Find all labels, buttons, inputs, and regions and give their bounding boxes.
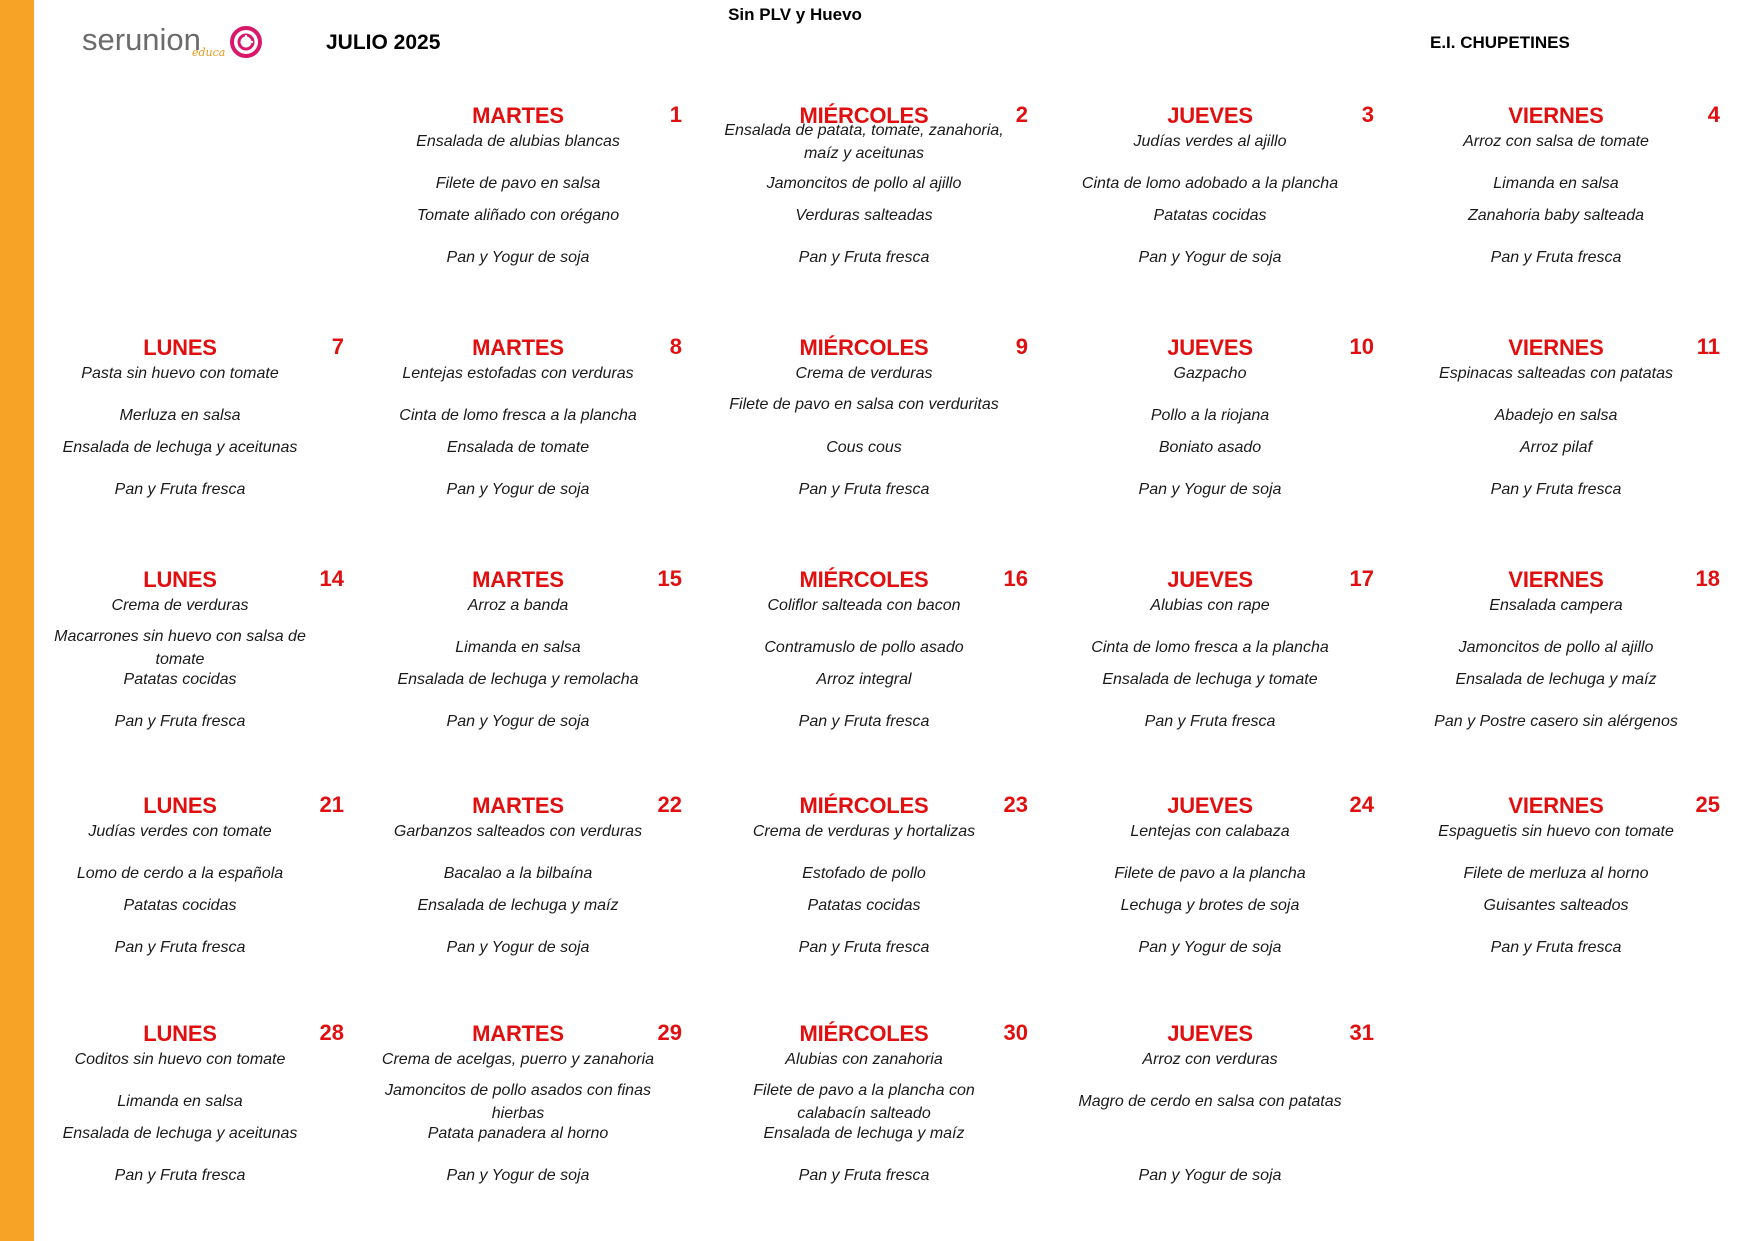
day-cell <box>40 559 380 784</box>
dish-item: Ensalada de lechuga y aceitunas <box>62 439 298 456</box>
dish-item: Filete de pavo en salsa <box>435 175 601 192</box>
dessert-item: Pan y Fruta fresca <box>114 1167 246 1184</box>
dish-item: Macarrones sin huevo con salsa de tomate <box>54 628 306 668</box>
serunion-logo <box>82 22 272 62</box>
day-cell <box>724 327 1064 552</box>
day-cell <box>1070 1013 1410 1238</box>
day-name: VIERNES <box>1508 793 1604 818</box>
dessert-item: Pan y Fruta fresca <box>114 481 246 498</box>
dish-item: Crema de verduras <box>111 597 249 614</box>
dish-item: Espaguetis sin huevo con tomate <box>1438 823 1674 840</box>
day-number: 21 <box>319 792 344 817</box>
day-number: 2 <box>1015 102 1028 127</box>
dessert-item: Pan y Fruta fresca <box>798 713 930 730</box>
dish-item: Judías verdes al ajillo <box>1133 133 1287 150</box>
dish-item: Lomo de cerdo a la española <box>76 865 284 882</box>
dish-item: Limanda en salsa <box>455 639 581 656</box>
day-cell <box>1416 559 1755 784</box>
dessert-item: Pan y Yogur de soja <box>446 249 590 266</box>
dessert-item: Pan y Fruta fresca <box>1490 249 1622 266</box>
dish-item: Filete de merluza al horno <box>1463 865 1649 882</box>
month-title: JULIO 2025 <box>326 31 441 54</box>
day-cell <box>724 785 1064 1010</box>
dish-item: Ensalada de lechuga y maíz <box>1455 671 1657 688</box>
day-number: 24 <box>1349 792 1374 817</box>
dish-item: Pasta sin huevo con tomate <box>81 365 279 382</box>
day-number: 31 <box>1349 1020 1374 1045</box>
dessert-item: Pan y Yogur de soja <box>446 713 590 730</box>
dessert-item: Pan y Fruta fresca <box>798 249 930 266</box>
dish-item: Ensalada de alubias blancas <box>416 133 620 150</box>
dish-item: Ensalada de lechuga y tomate <box>1102 671 1318 688</box>
day-number: 8 <box>669 334 682 359</box>
dish-item: Espinacas salteadas con patatas <box>1439 365 1673 382</box>
day-name: JUEVES <box>1167 567 1253 592</box>
day-number: 15 <box>657 566 682 591</box>
day-number: 3 <box>1361 102 1374 127</box>
dish-item: Arroz a banda <box>467 597 569 614</box>
dessert-item: Pan y Yogur de soja <box>1138 249 1282 266</box>
school-title: E.I. CHUPETINES <box>1430 33 1570 52</box>
dessert-item: Pan y Yogur de soja <box>446 1167 590 1184</box>
dish-item: Arroz con verduras <box>1142 1051 1278 1068</box>
day-name: JUEVES <box>1167 1021 1253 1046</box>
day-cell <box>724 559 1064 784</box>
dish-item: Patata panadera al horno <box>427 1125 609 1142</box>
dessert-item: Pan y Fruta fresca <box>798 939 930 956</box>
dish-item: Boniato asado <box>1158 439 1262 456</box>
dish-item: Cinta de lomo fresca a la plancha <box>1091 639 1329 656</box>
day-name: JUEVES <box>1167 335 1253 360</box>
day-name: LUNES <box>143 567 217 592</box>
dish-item: Crema de acelgas, puerro y zanahoria <box>381 1051 655 1068</box>
day-cell <box>40 327 380 552</box>
day-name: LUNES <box>143 793 217 818</box>
dish-item: Alubias con zanahoria <box>785 1051 943 1068</box>
day-name: MARTES <box>472 103 564 128</box>
day-name: MARTES <box>472 567 564 592</box>
dish-item: Estofado de pollo <box>802 865 926 882</box>
dessert-item: Pan y Postre casero sin alérgenos <box>1434 713 1678 730</box>
dish-item: Ensalada de lechuga y aceitunas <box>62 1125 298 1142</box>
dessert-item: Pan y Yogur de soja <box>1138 939 1282 956</box>
dish-item: Patatas cocidas <box>807 897 921 914</box>
dish-item: Lentejas con calabaza <box>1130 823 1290 840</box>
dish-item: Lechuga y brotes de soja <box>1120 897 1300 914</box>
dessert-item: Pan y Fruta fresca <box>1144 713 1276 730</box>
day-cell <box>1416 95 1755 320</box>
day-number: 17 <box>1349 566 1374 591</box>
day-cell <box>1070 559 1410 784</box>
dessert-item: Pan y Yogur de soja <box>446 481 590 498</box>
dish-item: Ensalada de lechuga y maíz <box>417 897 619 914</box>
day-name: MARTES <box>472 1021 564 1046</box>
dish-item: Filete de pavo en salsa con verduritas <box>729 396 999 413</box>
dish-item: Gazpacho <box>1173 365 1247 382</box>
dish-item: Zanahoria baby salteada <box>1467 207 1645 224</box>
day-name: VIERNES <box>1508 103 1604 128</box>
dish-item: Jamoncitos de pollo al ajillo <box>766 175 962 192</box>
dish-item: Filete de pavo a la plancha <box>1114 865 1306 882</box>
dessert-item: Pan y Yogur de soja <box>446 939 590 956</box>
day-name: MARTES <box>472 335 564 360</box>
dish-item: Pollo a la riojana <box>1150 407 1270 424</box>
dish-item: Limanda en salsa <box>117 1093 243 1110</box>
dish-item: Patatas cocidas <box>1153 207 1267 224</box>
dish-item: Ensalada de tomate <box>446 439 590 456</box>
dish-item: Filete de pavo a la plancha con calabacín salteado <box>753 1082 975 1122</box>
dish-item: Arroz pilaf <box>1519 439 1593 456</box>
dish-item: Alubias con rape <box>1150 597 1270 614</box>
day-cell <box>1416 785 1755 1010</box>
dish-item: Contramuslo de pollo asado <box>764 639 964 656</box>
day-name: VIERNES <box>1508 567 1604 592</box>
dish-item: Cinta de lomo adobado a la plancha <box>1081 175 1339 192</box>
dish-item: Ensalada campera <box>1489 597 1623 614</box>
day-cell <box>1070 327 1410 552</box>
day-cell <box>724 95 1064 320</box>
dessert-item: Pan y Fruta fresca <box>114 939 246 956</box>
dish-item: Tomate aliñado con orégano <box>416 207 620 224</box>
dish-item: Lentejas estofadas con verduras <box>402 365 634 382</box>
day-name: LUNES <box>143 1021 217 1046</box>
dish-item: Verduras salteadas <box>795 207 933 224</box>
dessert-item: Pan y Fruta fresca <box>798 481 930 498</box>
logo-sub: educa <box>192 46 226 59</box>
dish-item: Patatas cocidas <box>123 897 237 914</box>
dish-item: Cous cous <box>826 439 902 456</box>
day-name: JUEVES <box>1167 103 1253 128</box>
day-cell <box>724 1013 1064 1238</box>
day-name: MIÉRCOLES <box>799 335 929 360</box>
day-name: LUNES <box>143 335 217 360</box>
spiral-logo-icon <box>230 26 262 58</box>
dessert-item: Pan y Yogur de soja <box>1138 1167 1282 1184</box>
logo-text: serunion <box>82 22 201 57</box>
dish-item: Coditos sin huevo con tomate <box>74 1051 286 1068</box>
day-number: 29 <box>657 1020 682 1045</box>
day-number: 14 <box>319 566 344 591</box>
dish-item: Arroz integral <box>816 671 912 688</box>
dish-item: Abadejo en salsa <box>1494 407 1618 424</box>
dish-item: Guisantes salteados <box>1483 897 1629 914</box>
dish-item: Arroz con salsa de tomate <box>1463 133 1649 150</box>
dish-item: Judías verdes con tomate <box>88 823 272 840</box>
day-number: 30 <box>1003 1020 1028 1045</box>
dessert-item: Pan y Fruta fresca <box>1490 939 1622 956</box>
day-number: 23 <box>1003 792 1028 817</box>
dish-item: Crema de verduras y hortalizas <box>752 823 976 840</box>
day-number: 4 <box>1707 102 1720 127</box>
day-number: 10 <box>1349 334 1374 359</box>
dish-item: Ensalada de patata, tomate, zanahoria, maíz y aceitunas <box>724 122 1004 162</box>
day-cell <box>1070 785 1410 1010</box>
day-name: MIÉRCOLES <box>799 567 929 592</box>
day-name: MARTES <box>472 793 564 818</box>
dish-item: Cinta de lomo fresca a la plancha <box>399 407 637 424</box>
dessert-item: Pan y Fruta fresca <box>798 1167 930 1184</box>
dish-item: Jamoncitos de pollo asados con finas hierbas <box>385 1082 651 1122</box>
dish-item: Magro de cerdo en salsa con patatas <box>1078 1093 1342 1110</box>
day-number: 16 <box>1003 566 1028 591</box>
day-name: MIÉRCOLES <box>799 1021 929 1046</box>
dish-item: Ensalada de lechuga y maíz <box>763 1125 965 1142</box>
dish-item: Ensalada de lechuga y remolacha <box>397 671 639 688</box>
day-number: 18 <box>1695 566 1720 591</box>
dish-item: Crema de verduras <box>795 365 933 382</box>
day-number: 22 <box>657 792 682 817</box>
dish-item: Limanda en salsa <box>1493 175 1619 192</box>
day-cell <box>40 1013 380 1238</box>
day-cell <box>1416 327 1755 552</box>
day-cell <box>378 559 718 784</box>
day-name: MIÉRCOLES <box>799 793 929 818</box>
day-name: VIERNES <box>1508 335 1604 360</box>
dessert-item: Pan y Yogur de soja <box>1138 481 1282 498</box>
orange-side-bar <box>0 0 34 1241</box>
day-name: MIÉRCOLES <box>799 103 929 128</box>
day-number: 28 <box>319 1020 344 1045</box>
day-cell <box>378 327 718 552</box>
dish-item: Patatas cocidas <box>123 671 237 688</box>
menu-grid <box>40 95 1745 1235</box>
dessert-item: Pan y Fruta fresca <box>114 713 246 730</box>
day-number: 7 <box>331 334 344 359</box>
day-number: 25 <box>1695 792 1720 817</box>
dish-item: Garbanzos salteados con verduras <box>393 823 643 840</box>
day-cell <box>378 95 718 320</box>
diet-title: Sin PLV y Huevo <box>728 5 862 24</box>
day-cell <box>378 1013 718 1238</box>
dish-item: Merluza en salsa <box>119 407 241 424</box>
day-cell <box>40 785 380 1010</box>
dish-item: Jamoncitos de pollo al ajillo <box>1458 639 1654 656</box>
day-number: 1 <box>669 102 682 127</box>
dessert-item: Pan y Fruta fresca <box>1490 481 1622 498</box>
day-name: JUEVES <box>1167 793 1253 818</box>
dish-item: Coliflor salteada con bacon <box>767 597 961 614</box>
day-cell <box>378 785 718 1010</box>
day-number: 9 <box>1015 334 1028 359</box>
dish-item: Bacalao a la bilbaína <box>443 865 593 882</box>
day-cell <box>1070 95 1410 320</box>
day-number: 11 <box>1696 334 1720 359</box>
